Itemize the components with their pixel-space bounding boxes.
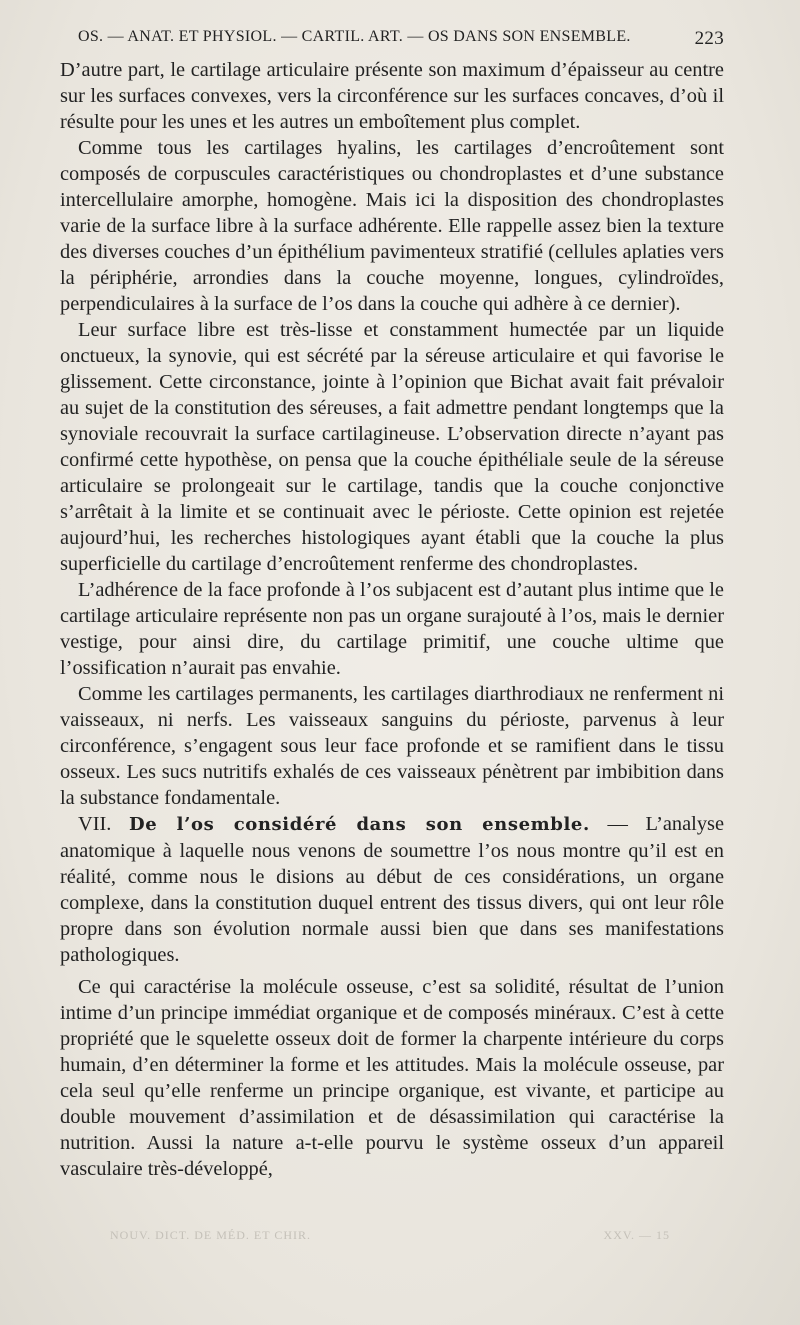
page-header bbox=[78, 28, 724, 52]
paragraph-7: Ce qui caractérise la molécule osseuse, c’est sa solidité, résultat de l’union intime d’un principe immédiat organique et de composés minéraux. C’est à cette propriété que le squelette osseux doit de former la charpente intérieure du corps humain, d’en déterminer la forme et les attitudes. Mais la molécule osseuse, par cela seul qu’elle renferme un principe organique, est vivante, et participe au double mouvement d’assimilation et de désassimilation qui caractérise la nutrition. Aussi la nature a-t-elle pourvu le système osseux d’un appareil vasculaire très-développé, bbox=[60, 976, 724, 1180]
section-text: — L’analyse anatomique à laquelle nous venons de soumettre l’os nous montre qu’il est en réalité, comme nous le disions au début de ces considérations, un organe complexe, dans la constitution duquel entrent des tissus divers, qui ont leur rôle propre dans son évolution normale aussi bien que dans ses manifestations pathologiques. bbox=[60, 813, 725, 966]
running-head: OS. — ANAT. ET PHYSIOL. — CARTIL. ART. — OS DANS SON ENSEMBLE. bbox=[78, 28, 631, 45]
footer-right: XXV. — 15 bbox=[603, 1228, 670, 1242]
paragraph-2: Comme tous les cartilages hyalins, les cartilages d’encroûtement sont composés de corpuscules caractéristiques ou chondroplastes et d’une substance intercellulaire amorphe, homogène. Mais ici la disposition des chondroplastes varie de la surface libre à la surface adhérente. Elle rappelle assez bien la texture des diverses couches d’un épithélium pavimenteux stratifié (cellules aplaties vers la périphérie, arrondies dans la couche moyenne, longues, cylindroïdes, perpendiculaires à la surface de l’os dans la couche qui adhère à ce dernier). bbox=[60, 137, 724, 315]
footer-left: NOUV. DICT. DE MÉD. ET CHIR. bbox=[110, 1228, 311, 1242]
page-number: 223 bbox=[694, 28, 724, 49]
section-paragraph bbox=[60, 811, 724, 968]
section-number: VII. bbox=[78, 813, 112, 835]
page-footer bbox=[110, 1228, 670, 1244]
paragraph-3: Leur surface libre est très-lisse et constamment humectée par un liquide onctueux, la synovie, qui est sécrété par la séreuse articulaire et qui favorise le glissement. Cette circonstance, jointe à l’opinion que Bichat avait fait prévaloir au sujet de la constitution des séreuses, a fait admettre pendant longtemps que la synoviale recouvrait la surface cartilagineuse. L’observation directe n’ayant pas confirmé cette hypothèse, on pensa que la couche épithéliale seule de la séreuse articulaire se prolongeait sur le cartilage, tandis que la couche conjonctive s’arrêtait à la limite et se continuait avec le périoste. Cette opinion est rejetée aujourd’hui, les recherches histologiques ayant établi que la couche la plus superficielle du cartilage d’encroûtement renferme des chondroplastes. bbox=[60, 319, 724, 575]
paragraph-4: L’adhérence de la face profonde à l’os subjacent est d’autant plus intime que le cartilage articulaire représente non pas un organe surajouté à l’os, mais le dernier vestige, pour ainsi dire, du cartilage primitif, une couche ultime que l’ossification n’aurait pas envahie. bbox=[60, 579, 724, 679]
section-title: De l’os considéré dans son ensemble. bbox=[129, 814, 590, 835]
paragraph-1: D’autre part, le cartilage articulaire présente son maximum d’épaisseur au centre sur les surfaces convexes, vers la circonférence sur les surfaces concaves, d’où il résulte pour les unes et les autres un emboîtement plus complet. bbox=[60, 59, 724, 133]
page-body bbox=[60, 57, 724, 1182]
paragraph-5: Comme les cartilages permanents, les cartilages diarthrodiaux ne renferment ni vaisseaux, ni nerfs. Les vaisseaux sanguins du périoste, parvenus à leur circonférence, s’engagent sous leur face profonde et se ramifient dans le tissu osseux. Les sucs nutritifs exhalés de ces vaisseaux pénètrent par imbibition dans la substance fondamentale. bbox=[60, 683, 724, 809]
